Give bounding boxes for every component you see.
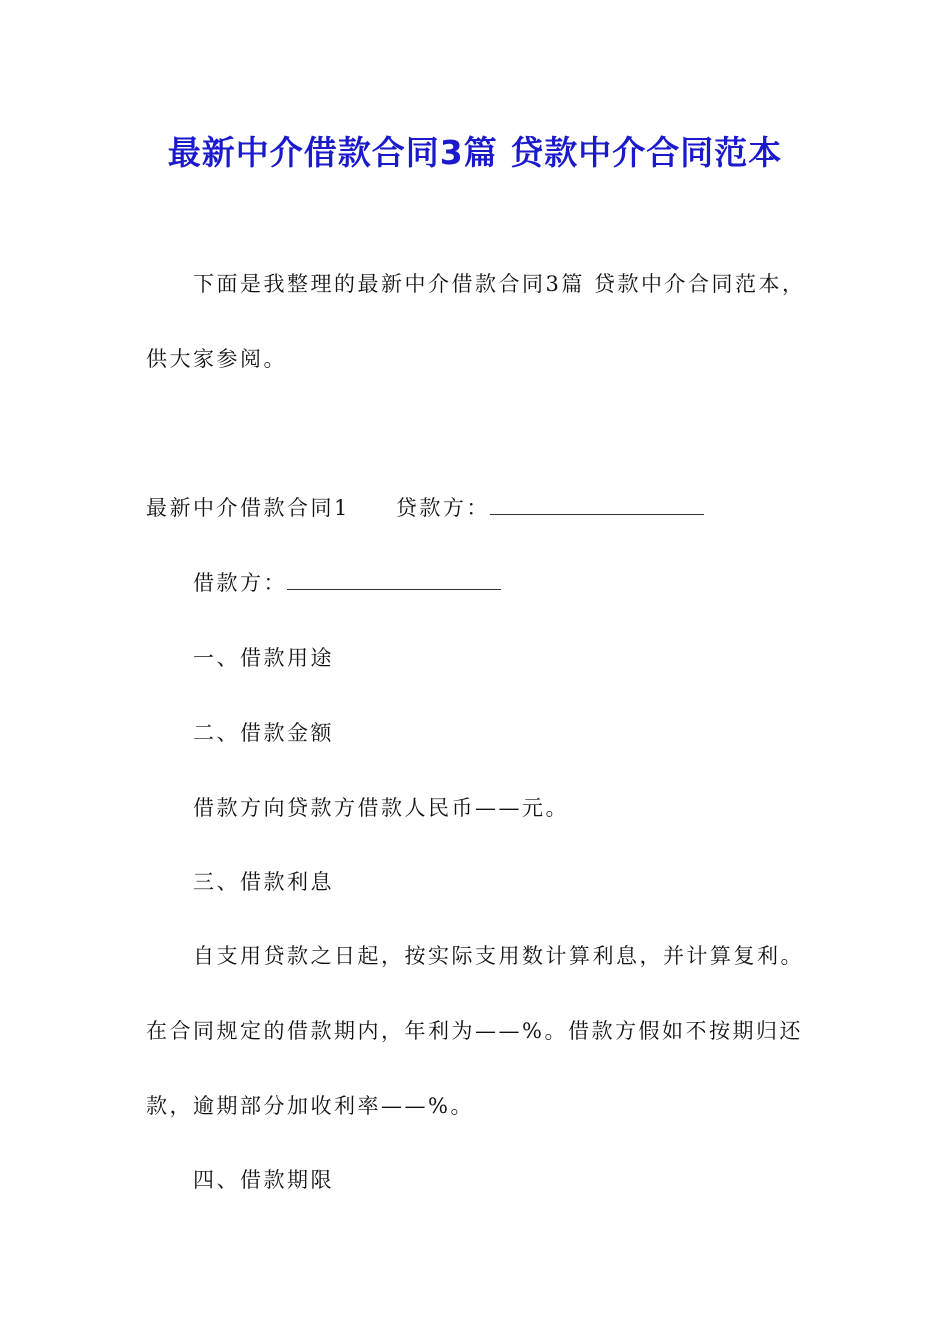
intro-line-2: 供大家参阅。 <box>146 347 287 371</box>
borrower-label: 借款方： <box>193 571 287 595</box>
section-heading-4: 四、借款期限 <box>193 1168 334 1192</box>
section-3-text-line-2: 在合同规定的借款期内，年利为——%。借款方假如不按期归还 <box>146 1019 803 1043</box>
lender-label: 贷款方： <box>395 496 490 520</box>
intro-line-1: 下面是我整理的最新中介借款合同3篇 贷款中介合同范本， <box>193 272 806 296</box>
section-3-text-line-1: 自支用贷款之日起，按实际支用数计算利息，并计算复利。 <box>193 944 804 968</box>
contract-heading: 最新中介借款合同1 <box>146 496 350 520</box>
page-title: 最新中介借款合同3篇 贷款中介合同范本 <box>167 133 783 172</box>
contract-heading-row <box>146 493 704 523</box>
section-3-text-line-3: 款，逾期部分加收利率——%。 <box>146 1094 474 1118</box>
borrower-row <box>193 568 501 598</box>
lender-blank-line <box>490 494 704 515</box>
section-heading-2: 二、借款金额 <box>193 721 334 745</box>
borrower-blank-line <box>287 569 501 590</box>
section-2-text: 借款方向贷款方借款人民币——元。 <box>193 796 569 820</box>
section-heading-3: 三、借款利息 <box>193 870 334 894</box>
section-heading-1: 一、借款用途 <box>193 646 334 670</box>
